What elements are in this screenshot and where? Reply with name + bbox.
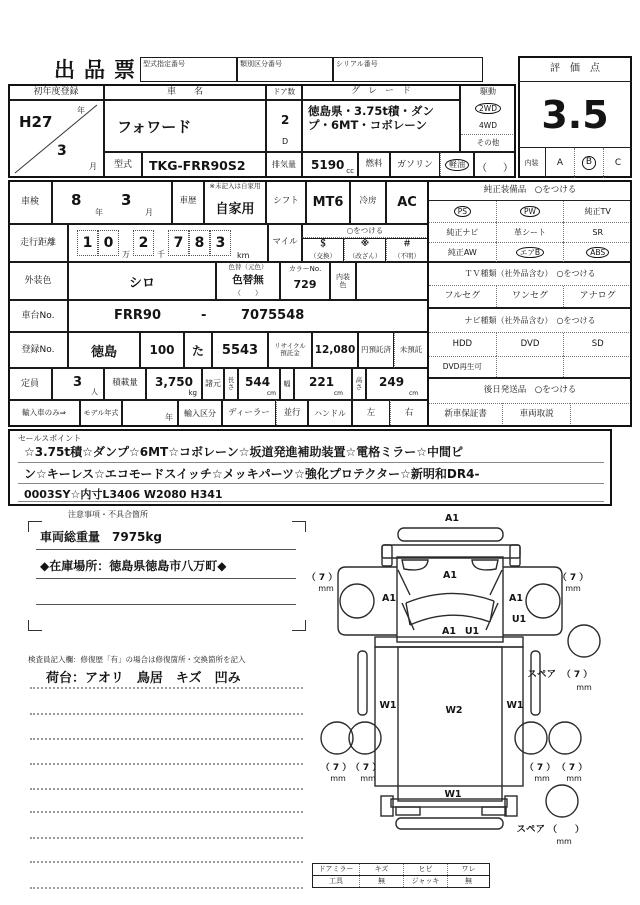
navi-type-box bbox=[428, 308, 632, 378]
mile-exchange-note: （交換） bbox=[310, 251, 336, 260]
payload-value: 3,750 bbox=[155, 375, 193, 389]
tire-depth-front-left: （ 7 ） bbox=[306, 573, 338, 583]
rear-lamp-left bbox=[396, 807, 420, 815]
mile-tampered-sym: ※ bbox=[360, 239, 370, 250]
box-serial bbox=[333, 57, 483, 82]
equip-tv: 純正TV bbox=[563, 201, 631, 222]
mark-a1-cab-right: A1 bbox=[509, 593, 523, 604]
box-model-designation bbox=[140, 57, 237, 82]
writing-line-8 bbox=[30, 861, 303, 863]
later-shipment-row bbox=[429, 403, 631, 426]
mark-a1-cab-left: A1 bbox=[382, 593, 396, 604]
capacity-label: 定員 bbox=[8, 368, 52, 400]
tire-depth-rear-right-2-unit: mm bbox=[566, 774, 582, 783]
model-year-label: モデル年式 bbox=[80, 400, 122, 427]
doors-unit: D bbox=[282, 137, 289, 146]
grade-header: グ レ ー ド bbox=[302, 84, 460, 100]
tire-depth-rear-left-1: （ 7 ） bbox=[320, 763, 352, 773]
height-cell bbox=[366, 368, 428, 400]
shaken-month: 3 bbox=[121, 191, 132, 209]
equip-leather: 革シート bbox=[496, 222, 564, 242]
wheel-rear-right-inner bbox=[515, 722, 547, 754]
spare-wheel-upper bbox=[568, 625, 600, 657]
spec-label: 諸元 bbox=[202, 368, 224, 400]
fuel-label: 燃料 bbox=[358, 152, 390, 178]
chassis-serial: 7075548 bbox=[241, 308, 305, 323]
mileage-label: 走行距離 bbox=[8, 224, 68, 262]
door-mirror-label: ドアミラー bbox=[318, 865, 354, 874]
later-manual: 車両取説 bbox=[502, 403, 570, 426]
equip-pw bbox=[496, 201, 564, 222]
writing-line-5 bbox=[30, 788, 303, 790]
history-cell bbox=[204, 180, 266, 224]
cab-top-tab-right bbox=[510, 545, 520, 566]
equip-navi: 純正ナビ bbox=[429, 222, 496, 242]
navi-hdd: HDD bbox=[452, 338, 473, 349]
history-note: ※未記入は自家用 bbox=[209, 182, 261, 191]
spare-upper-unit: mm bbox=[576, 683, 592, 692]
tools-row bbox=[313, 876, 489, 887]
inspector-note: 検査員記入欄：修復歴「有」の場合は修復箇所・交換箇所を記入 bbox=[28, 655, 246, 664]
tire-depth-rear-left-2: （ 7 ） bbox=[350, 763, 382, 773]
drive-4wd: 4WD bbox=[479, 120, 497, 130]
later-warranty: 新車保証書 bbox=[429, 403, 502, 426]
evaluation-label: 評 価 点 bbox=[518, 56, 632, 82]
chassis-label: 車台No. bbox=[8, 300, 68, 332]
writing-line-3 bbox=[30, 738, 303, 740]
payload-unit: kg bbox=[188, 389, 197, 397]
fuel-diesel bbox=[440, 152, 474, 178]
mileage-unit: km bbox=[237, 251, 250, 260]
car-name: フォワード bbox=[104, 100, 266, 152]
navi-dvd: DVD bbox=[496, 333, 564, 356]
displacement-cell bbox=[302, 152, 358, 178]
sales-point-label: セールスポイント bbox=[18, 434, 82, 443]
payload-cell bbox=[146, 368, 202, 400]
drive-2wd-circled: 2WD bbox=[475, 103, 501, 115]
mirror-scratch: キズ bbox=[359, 864, 403, 875]
mileage-digit-5: 8 bbox=[189, 230, 210, 256]
mileage-digit-1: 1 bbox=[77, 230, 98, 256]
equipment-row2 bbox=[429, 222, 631, 242]
first-reg-header: 初年度登録 bbox=[8, 84, 104, 100]
box-serial-label: シリアル番号 bbox=[336, 60, 378, 68]
ext-color-label: 外装色 bbox=[8, 262, 68, 300]
tire-depth-front-right-unit: mm bbox=[565, 584, 581, 593]
sales-point-line2: ン☆キーレス☆エコモードスイッチ☆メッキパーツ☆強化プロテクター☆新明和DR4- bbox=[24, 467, 480, 481]
repaint-paren: （ ） bbox=[234, 289, 262, 298]
recycle-deposited: 円預託済 bbox=[358, 332, 394, 368]
shaken-year-unit: 年 bbox=[95, 208, 103, 217]
displacement-value: 5190 bbox=[311, 158, 345, 172]
first-reg-month-unit: 月 bbox=[89, 162, 97, 171]
tools-label: 工具 bbox=[329, 877, 343, 886]
payload-label: 積載量 bbox=[104, 368, 146, 400]
navi-type-row1 bbox=[429, 333, 631, 356]
mileage-digit-4: 7 bbox=[168, 230, 189, 256]
import-only-label: 輸入車のみ⇒ bbox=[8, 400, 80, 427]
reg-number: 5543 bbox=[212, 332, 268, 368]
writing-line-4 bbox=[30, 763, 303, 765]
mark-w1-bed-left: W1 bbox=[379, 700, 397, 711]
int-color-label: 内装色 bbox=[330, 262, 356, 300]
import-class-label: 輸入区分 bbox=[178, 400, 222, 427]
width-cell bbox=[294, 368, 352, 400]
box-class-section-label: 類別区分番号 bbox=[240, 60, 282, 68]
tire-depth-rear-left-2-unit: mm bbox=[360, 774, 376, 783]
recycle-not-deposited: 未預託 bbox=[394, 332, 428, 368]
evaluation-score: 3.5 bbox=[518, 82, 632, 148]
page-title: 出品票 bbox=[54, 58, 144, 82]
displacement-unit: cc bbox=[346, 167, 354, 175]
box-model-designation-label: 型式指定番号 bbox=[143, 60, 185, 68]
equipment-row1 bbox=[429, 201, 631, 222]
equip-ps-circled: PS bbox=[454, 206, 471, 218]
history-value: 自家用 bbox=[215, 201, 255, 217]
wheel-front-right bbox=[526, 584, 560, 618]
recycle-label: リサイクル預託金 bbox=[268, 332, 312, 368]
length-value: 544 bbox=[245, 375, 271, 389]
tv-analog: アナログ bbox=[563, 286, 631, 307]
chassis-dash: - bbox=[201, 308, 207, 323]
mile-label: マイル bbox=[268, 224, 302, 262]
tire-depth-front-left-unit: mm bbox=[318, 584, 334, 593]
sales-point-box bbox=[8, 429, 612, 506]
writing-line-2 bbox=[30, 713, 303, 715]
equip-aw: 純正AW bbox=[429, 242, 496, 262]
equip-ps bbox=[429, 201, 496, 222]
wheel-rear-left-inner bbox=[349, 722, 381, 754]
height-value: 249 bbox=[379, 375, 405, 389]
equipment-row3 bbox=[429, 242, 631, 262]
capacity-unit: 人 bbox=[91, 388, 98, 396]
navi-dvd-play: DVD再生可 bbox=[429, 356, 496, 377]
mileage-man: 万 bbox=[122, 250, 130, 259]
model-code-label: 型式 bbox=[104, 152, 142, 178]
mark-u1-cab-side: U1 bbox=[511, 614, 527, 625]
mileage-digit-2: 0 bbox=[98, 230, 119, 256]
capacity-value: 3 bbox=[73, 375, 83, 390]
truck-labels bbox=[307, 513, 593, 846]
reg-area: 徳島 bbox=[68, 332, 140, 368]
navi-type-row2 bbox=[429, 356, 631, 377]
tv-type-row bbox=[429, 286, 631, 307]
interior-label: 内装 bbox=[518, 148, 546, 178]
equip-pw-circled: PW bbox=[520, 206, 540, 218]
mirror-break: ワレ bbox=[447, 864, 489, 875]
grade-value: 徳島県・3.75t積・ダンプ・6MT・コボレーン bbox=[302, 100, 460, 152]
gross-weight: 車両総重量 7975kg bbox=[40, 530, 162, 544]
displacement-label: 排気量 bbox=[266, 152, 302, 178]
cooling-label: 冷房 bbox=[350, 180, 386, 224]
spare-upper-depth: （ 7 ） bbox=[561, 670, 593, 680]
repaint-label: 色替（元色） bbox=[228, 263, 268, 272]
repaint-value: 色替無 bbox=[232, 274, 264, 287]
fuel-gasoline: ガソリン bbox=[390, 152, 440, 178]
handle-left: 左 bbox=[352, 400, 390, 427]
mileage-sen: 千 bbox=[157, 250, 165, 259]
mark-w2-bed-center: W2 bbox=[445, 705, 463, 716]
later-shipment-box bbox=[428, 378, 632, 427]
color-no-label: カラーNo. bbox=[288, 264, 322, 273]
tv-one-seg: ワンセグ bbox=[496, 286, 564, 307]
mileage-digit-6: 3 bbox=[210, 230, 231, 256]
spare-wheel-lower bbox=[546, 785, 578, 817]
mark-w1-bed-right: W1 bbox=[506, 700, 524, 711]
shift-label: シフト bbox=[266, 180, 306, 224]
tire-depth-rear-left-1-unit: mm bbox=[330, 774, 346, 783]
box-class-section bbox=[237, 57, 333, 82]
drive-label: 駆動 bbox=[480, 87, 496, 97]
reg-class: 100 bbox=[140, 332, 184, 368]
handle-label: ハンドル bbox=[308, 400, 352, 427]
mile-unknown-sym: ＃ bbox=[402, 239, 412, 250]
doors-header: ドア数 bbox=[266, 84, 302, 100]
bed-outer bbox=[375, 647, 523, 786]
equip-abs bbox=[563, 242, 631, 262]
length-cell bbox=[238, 368, 280, 400]
height-unit: cm bbox=[409, 390, 419, 397]
shaken-label: 車検 bbox=[8, 180, 52, 224]
interior-grade-b bbox=[574, 148, 603, 178]
spare-lower-label: スペア bbox=[516, 824, 545, 835]
navi-type-header: ナビ種類（社外品含む） ○をつける bbox=[429, 309, 631, 333]
cab-top-tab-left bbox=[382, 545, 392, 566]
cab-vent-right bbox=[472, 560, 498, 570]
later-blank bbox=[570, 403, 631, 426]
width-value: 221 bbox=[309, 375, 335, 389]
shift-value: MT6 bbox=[306, 180, 350, 224]
notes-underline-3 bbox=[36, 604, 296, 605]
truck-diagram bbox=[300, 503, 640, 855]
mark-a1-cab-top: A1 bbox=[443, 570, 457, 581]
color-no-cell bbox=[280, 262, 330, 300]
interior-grade-b-circled: B bbox=[582, 156, 596, 170]
mile-mark-header: ○をつける bbox=[302, 224, 428, 238]
tv-type-box bbox=[428, 262, 632, 308]
later-shipment-header: 後日発送品 ○をつける bbox=[483, 385, 577, 396]
length-label: 長さ bbox=[224, 368, 238, 400]
reg-no-label: 登録No. bbox=[8, 332, 68, 368]
mile-unknown bbox=[386, 238, 428, 262]
equip-airbag-circled: エアB bbox=[516, 247, 544, 259]
wheel-rear-right-outer bbox=[549, 722, 581, 754]
fuel-diesel-circled: 軽油 bbox=[445, 159, 469, 171]
mile-exchange-sym: ＄ bbox=[318, 239, 328, 250]
tire-depth-rear-right-2: （ 7 ） bbox=[556, 763, 588, 773]
table2-divider bbox=[427, 180, 429, 427]
writing-line-7 bbox=[30, 837, 303, 839]
mileage-digit-3: 2 bbox=[133, 230, 154, 256]
writing-line-6 bbox=[30, 811, 303, 813]
cab-vent-left bbox=[402, 560, 428, 570]
car-name-header: 車 名 bbox=[104, 84, 266, 100]
mileage-cell bbox=[68, 224, 268, 262]
first-reg-month: 3 bbox=[57, 143, 67, 159]
bed-note: 荷台：アオリ 鳥居 キズ 凹み bbox=[46, 671, 241, 686]
tv-full-seg: フルセグ bbox=[444, 291, 481, 302]
width-label: 幅 bbox=[280, 368, 294, 400]
doors-cell bbox=[266, 100, 302, 152]
rear-crossbar bbox=[391, 799, 507, 807]
bed-inner bbox=[398, 647, 502, 801]
tire-depth-front-right: （ 7 ） bbox=[557, 573, 589, 583]
import-dealer: ディーラー bbox=[222, 400, 276, 427]
notes-underline-2 bbox=[36, 578, 296, 579]
capacity-cell bbox=[52, 368, 104, 400]
fuel-paren-open: （ bbox=[477, 163, 487, 174]
chassis-cell bbox=[68, 300, 428, 332]
fuel-other-cell bbox=[474, 152, 516, 178]
drive-cell bbox=[460, 84, 516, 152]
notes-header: 注意事項・不具合箇所 bbox=[68, 510, 148, 519]
model-code: TKG-FRR90S2 bbox=[142, 152, 266, 178]
stock-location: ◆在庫場所：徳島県徳島市八万町◆ bbox=[40, 559, 227, 573]
mark-a1-front: A1 bbox=[445, 513, 459, 524]
history-label: 車歴 bbox=[172, 180, 204, 224]
ext-color-value: シロ bbox=[68, 262, 216, 300]
first-reg-year-unit: 年 bbox=[77, 106, 85, 115]
writing-line-1 bbox=[30, 687, 303, 689]
drive-2wd bbox=[461, 99, 515, 118]
shaken-month-unit: 月 bbox=[145, 208, 153, 217]
mile-exchange bbox=[302, 238, 344, 262]
cooling-value: AC bbox=[386, 180, 428, 224]
windshield-bottom bbox=[410, 615, 490, 625]
writing-line-9 bbox=[30, 887, 303, 889]
mark-u1-cab-center: U1 bbox=[464, 626, 480, 637]
model-year-unit: 年 bbox=[165, 413, 173, 422]
spare-upper-label: スペア bbox=[527, 669, 556, 680]
shaken-cell bbox=[52, 180, 172, 224]
jack-none: 無 bbox=[447, 876, 489, 887]
tv-type-header: ＴＶ種類（社外品含む） ○をつける bbox=[429, 263, 631, 286]
handle-right: 右 bbox=[390, 400, 428, 427]
sales-underline-3 bbox=[18, 501, 604, 502]
reg-kana: た bbox=[184, 332, 212, 368]
spare-lower-unit: mm bbox=[556, 837, 572, 846]
fuel-paren-close: ） bbox=[503, 163, 513, 174]
tire-depth-rear-right-1: （ 7 ） bbox=[524, 763, 556, 773]
mile-tampered-note: （改ざん） bbox=[348, 251, 382, 260]
equip-airbag bbox=[496, 242, 564, 262]
navi-blank1 bbox=[496, 356, 564, 377]
mirror-row bbox=[313, 864, 489, 876]
windshield-top bbox=[406, 593, 494, 603]
shaken-year: 8 bbox=[71, 191, 82, 209]
rear-bumper bbox=[396, 818, 503, 829]
equipment-box bbox=[428, 180, 632, 262]
width-unit: cm bbox=[333, 390, 343, 397]
height-label: 高さ bbox=[352, 368, 366, 400]
wheel-front-left bbox=[340, 584, 374, 618]
mark-w1-bed-rear: W1 bbox=[444, 789, 462, 800]
repaint-cell bbox=[216, 262, 280, 300]
interior-grade-c: C bbox=[603, 148, 632, 178]
doors-value: 2 bbox=[281, 113, 290, 127]
int-color-value bbox=[356, 262, 428, 300]
bracket-bl bbox=[28, 620, 42, 631]
jack-label: ジャッキ bbox=[403, 876, 447, 887]
navi-sd: SD bbox=[563, 333, 631, 356]
first-reg-cell bbox=[8, 100, 104, 178]
frame-rail-left bbox=[358, 651, 367, 715]
sales-underline-1 bbox=[18, 462, 604, 463]
sales-underline-2 bbox=[18, 483, 604, 484]
interior-grade-a: A bbox=[556, 157, 564, 168]
first-reg-year: H27 bbox=[19, 113, 53, 131]
cab-top-bar bbox=[382, 545, 520, 558]
frame-rail-right bbox=[531, 651, 540, 715]
color-no-value: 729 bbox=[293, 277, 317, 291]
recycle-fee: 12,080 bbox=[312, 332, 358, 368]
mile-unknown-note: （不明） bbox=[394, 251, 420, 260]
mark-a1-cab-center: A1 bbox=[442, 626, 456, 637]
mile-tampered bbox=[344, 238, 386, 262]
length-unit: cm bbox=[266, 390, 276, 397]
tools-none: 無 bbox=[359, 876, 403, 887]
wheel-rear-left-outer bbox=[321, 722, 353, 754]
equipment-header: 純正装備品 ○をつける bbox=[429, 181, 631, 201]
equip-sr: SR bbox=[563, 222, 631, 242]
navi-blank2 bbox=[563, 356, 631, 377]
spare-lower-depth: （ ） bbox=[547, 825, 585, 835]
tire-depth-rear-right-1-unit: mm bbox=[534, 774, 550, 783]
chassis-prefix: FRR90 bbox=[114, 308, 161, 323]
model-year-cell bbox=[122, 400, 178, 427]
rear-lamp-right bbox=[482, 807, 506, 815]
mirror-tools-table bbox=[312, 863, 490, 888]
sales-point-line3: 0003SY☆内寸L3406 W2080 H341 bbox=[24, 488, 223, 501]
notes-underline-1 bbox=[36, 549, 296, 550]
front-bumper bbox=[398, 528, 503, 541]
sales-point-line1: ☆3.75t積☆ダンプ☆6MT☆コボレーン☆坂道発進補助装置☆電格ミラー☆中間ピ bbox=[24, 445, 464, 459]
mirror-crack: ヒビ bbox=[403, 864, 447, 875]
drive-other: その他 bbox=[461, 134, 515, 151]
import-parallel: 並行 bbox=[276, 400, 308, 427]
equip-abs-circled: ABS bbox=[586, 247, 609, 259]
